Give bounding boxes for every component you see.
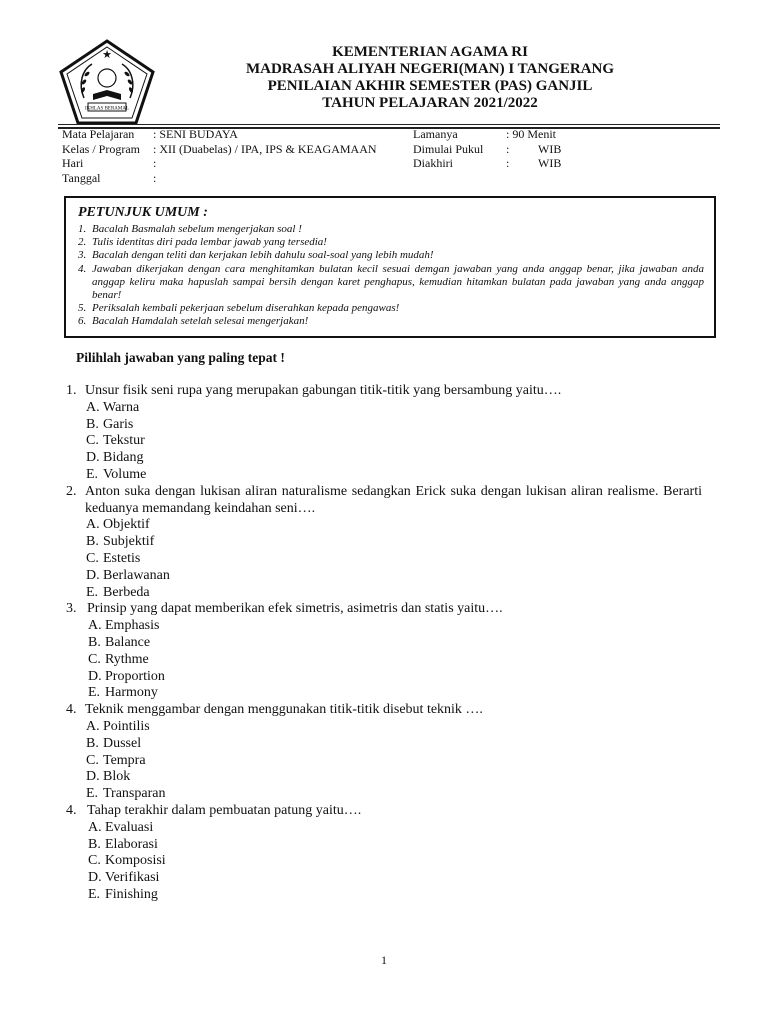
option-text: Volume	[103, 466, 147, 482]
option-letter: B.	[86, 534, 99, 550]
option-text: Balance	[105, 634, 151, 650]
option-letter: A.	[86, 399, 100, 415]
option-letter: C.	[88, 853, 101, 869]
svg-text:★: ★	[102, 49, 112, 61]
instruction-item: 3. Bacalah dengan teliti dan kerjakan lebih dahulu soal-soal yang lebih mudah!	[78, 249, 434, 262]
answer-option[interactable]	[66, 433, 702, 450]
question-text: Prinsip yang dapat memberikan efek simetris, asimetris dan statis yaitu….	[87, 601, 503, 617]
answer-option[interactable]	[66, 736, 702, 753]
answer-option[interactable]	[66, 853, 702, 870]
question-text: Anton suka dengan lukisan aliran naturalisme sedangkan Erick suka dengan lukisan aliran realisme. Berarti keduanya memandang keindahan seni….	[85, 483, 702, 516]
option-text: Warna	[103, 399, 140, 415]
question-number: 1.	[66, 383, 77, 398]
option-text: Dussel	[103, 735, 142, 751]
logo-text: IKHLAS BERAMAL	[84, 106, 130, 112]
answer-option[interactable]	[66, 618, 702, 635]
option-text: Komposisi	[105, 853, 166, 869]
option-text: Berbeda	[103, 584, 150, 600]
question-text: Teknik menggambar dengan menggunakan titik-titik disebut teknik ….	[85, 702, 483, 718]
answer-option[interactable]	[66, 534, 702, 551]
option-text: Berlawanan	[103, 567, 170, 583]
answer-option[interactable]	[66, 585, 702, 602]
option-letter: E.	[86, 466, 99, 482]
answer-option[interactable]	[66, 568, 702, 585]
question-item	[66, 702, 702, 719]
answer-option[interactable]	[66, 753, 702, 770]
option-text: Elaborasi	[105, 836, 158, 852]
option-text: Proportion	[105, 668, 165, 684]
option-letter: B.	[86, 735, 99, 751]
option-letter: A.	[88, 819, 102, 835]
info-row-subject: Mata Pelajaran : SENI BUDAYA	[62, 127, 238, 141]
instructions-title: PETUNJUK UMUM :	[78, 205, 208, 220]
info-row-duration: Lamanya : 90 Menit	[413, 127, 556, 141]
answer-option[interactable]	[66, 820, 702, 837]
instructions-list	[78, 223, 704, 329]
instruction-item: 4. Jawaban dikerjakan dengan cara menghitamkan bulatan kecil sesuai demgan jawaban yang anda anggap benar, jika jawaban anda anggap keliru maka hapuslah sampai bersih dengan karet penghapus, kemudian hitamkan bulatan pada jawaban yang anda anggap benar!	[78, 262, 704, 302]
option-text: Estetis	[103, 550, 141, 566]
answer-option[interactable]	[66, 551, 702, 568]
page-number: 1	[381, 953, 387, 967]
option-letter: B.	[88, 634, 101, 650]
answer-option[interactable]	[66, 400, 702, 417]
exam-info-left	[62, 127, 377, 185]
option-letter: D.	[86, 567, 100, 583]
answer-option[interactable]	[66, 786, 702, 803]
option-letter: B.	[86, 416, 99, 432]
answer-option[interactable]	[66, 685, 702, 702]
option-letter: D.	[88, 668, 102, 684]
option-letter: B.	[88, 836, 101, 852]
instruction-item: 6. Bacalah Hamdalah setelah selesai mengerjakan!	[78, 315, 309, 328]
answer-option[interactable]	[66, 450, 702, 467]
answer-option[interactable]	[66, 467, 702, 484]
instruction-item: 5. Periksalah kembali pekerjaan sebelum diserahkan kepada pengawas!	[78, 302, 400, 315]
option-text: Verifikasi	[105, 870, 160, 886]
option-text: Subjektif	[103, 534, 155, 550]
header-divider	[58, 124, 720, 125]
option-letter: A.	[86, 517, 100, 533]
option-text: Finishing	[105, 886, 158, 902]
answer-option[interactable]	[66, 417, 702, 434]
answer-option[interactable]	[66, 517, 702, 534]
option-text: Evaluasi	[105, 819, 154, 835]
answer-option[interactable]	[66, 887, 702, 904]
document-header	[220, 44, 640, 112]
instruction-item: 1. Bacalah Basmalah sebelum mengerjakan soal !	[78, 223, 302, 235]
option-letter: A.	[86, 718, 100, 734]
option-text: Garis	[103, 416, 134, 432]
answer-option[interactable]	[66, 769, 702, 786]
info-row-start: Dimulai Pukul : WIB	[413, 141, 562, 156]
question-text: Unsur fisik seni rupa yang merupakan gabungan titik-titik yang bersambung yaitu….	[85, 383, 562, 398]
header-exam: PENILAIAN AKHIR SEMESTER (PAS) GANJIL	[267, 78, 593, 94]
option-letter: E.	[88, 886, 101, 902]
option-letter: E.	[86, 786, 99, 802]
answer-option[interactable]	[66, 837, 702, 854]
general-instructions-box	[64, 196, 716, 338]
option-letter: C.	[86, 550, 99, 566]
option-letter: E.	[86, 584, 99, 600]
option-letter: D.	[86, 769, 100, 785]
question-number: 3.	[66, 601, 77, 617]
option-letter: D.	[86, 450, 100, 466]
option-text: Tempra	[103, 752, 146, 768]
exam-info-right	[413, 127, 561, 171]
info-row-class: Kelas / Program : XII (Duabelas) / IPA, IPS & KEAGAMAAN	[62, 141, 377, 156]
question-number: 4.	[66, 802, 77, 818]
header-ministry: KEMENTERIAN AGAMA RI	[332, 44, 528, 60]
option-text: Harmony	[105, 685, 158, 701]
instruction-item: 2. Tulis identitas diri pada lembar jawab yang tersedia!	[78, 236, 327, 249]
info-row-date: Tanggal :	[62, 170, 157, 185]
option-letter: E.	[88, 685, 101, 701]
answer-option[interactable]	[66, 652, 702, 669]
info-row-end: Diakhiri : WIB	[413, 156, 562, 170]
kemenag-logo	[58, 38, 156, 126]
option-text: Pointilis	[103, 718, 150, 734]
answer-instruction: Pilihlah jawaban yang paling tepat !	[76, 350, 285, 365]
question-item	[66, 601, 702, 618]
question-list	[66, 383, 702, 904]
answer-option[interactable]	[66, 719, 702, 736]
option-text: Tekstur	[103, 433, 145, 449]
option-text: Transparan	[103, 786, 166, 802]
header-year: TAHUN PELAJARAN 2021/2022	[322, 95, 538, 111]
question-text: Tahap terakhir dalam pembuatan patung yaitu….	[87, 802, 362, 818]
option-text: Rythme	[105, 651, 149, 667]
option-text: Objektif	[103, 517, 150, 533]
answer-option[interactable]	[66, 870, 702, 887]
option-letter: C.	[88, 651, 101, 667]
option-text: Blok	[103, 769, 131, 785]
question-number: 2.	[66, 483, 77, 499]
option-text: Emphasis	[105, 618, 160, 634]
option-letter: C.	[86, 752, 99, 768]
question-item	[66, 803, 702, 820]
option-letter: D.	[88, 870, 102, 886]
option-text: Bidang	[103, 450, 144, 466]
answer-option[interactable]	[66, 635, 702, 652]
question-item	[66, 484, 702, 518]
answer-option[interactable]	[66, 669, 702, 686]
option-letter: A.	[88, 618, 102, 634]
question-number: 4.	[66, 702, 77, 718]
question-item	[66, 383, 702, 400]
info-row-day: Hari :	[62, 156, 157, 170]
header-school: MADRASAH ALIYAH NEGERI(MAN) I TANGERANG	[245, 61, 615, 77]
option-letter: C.	[86, 433, 99, 449]
